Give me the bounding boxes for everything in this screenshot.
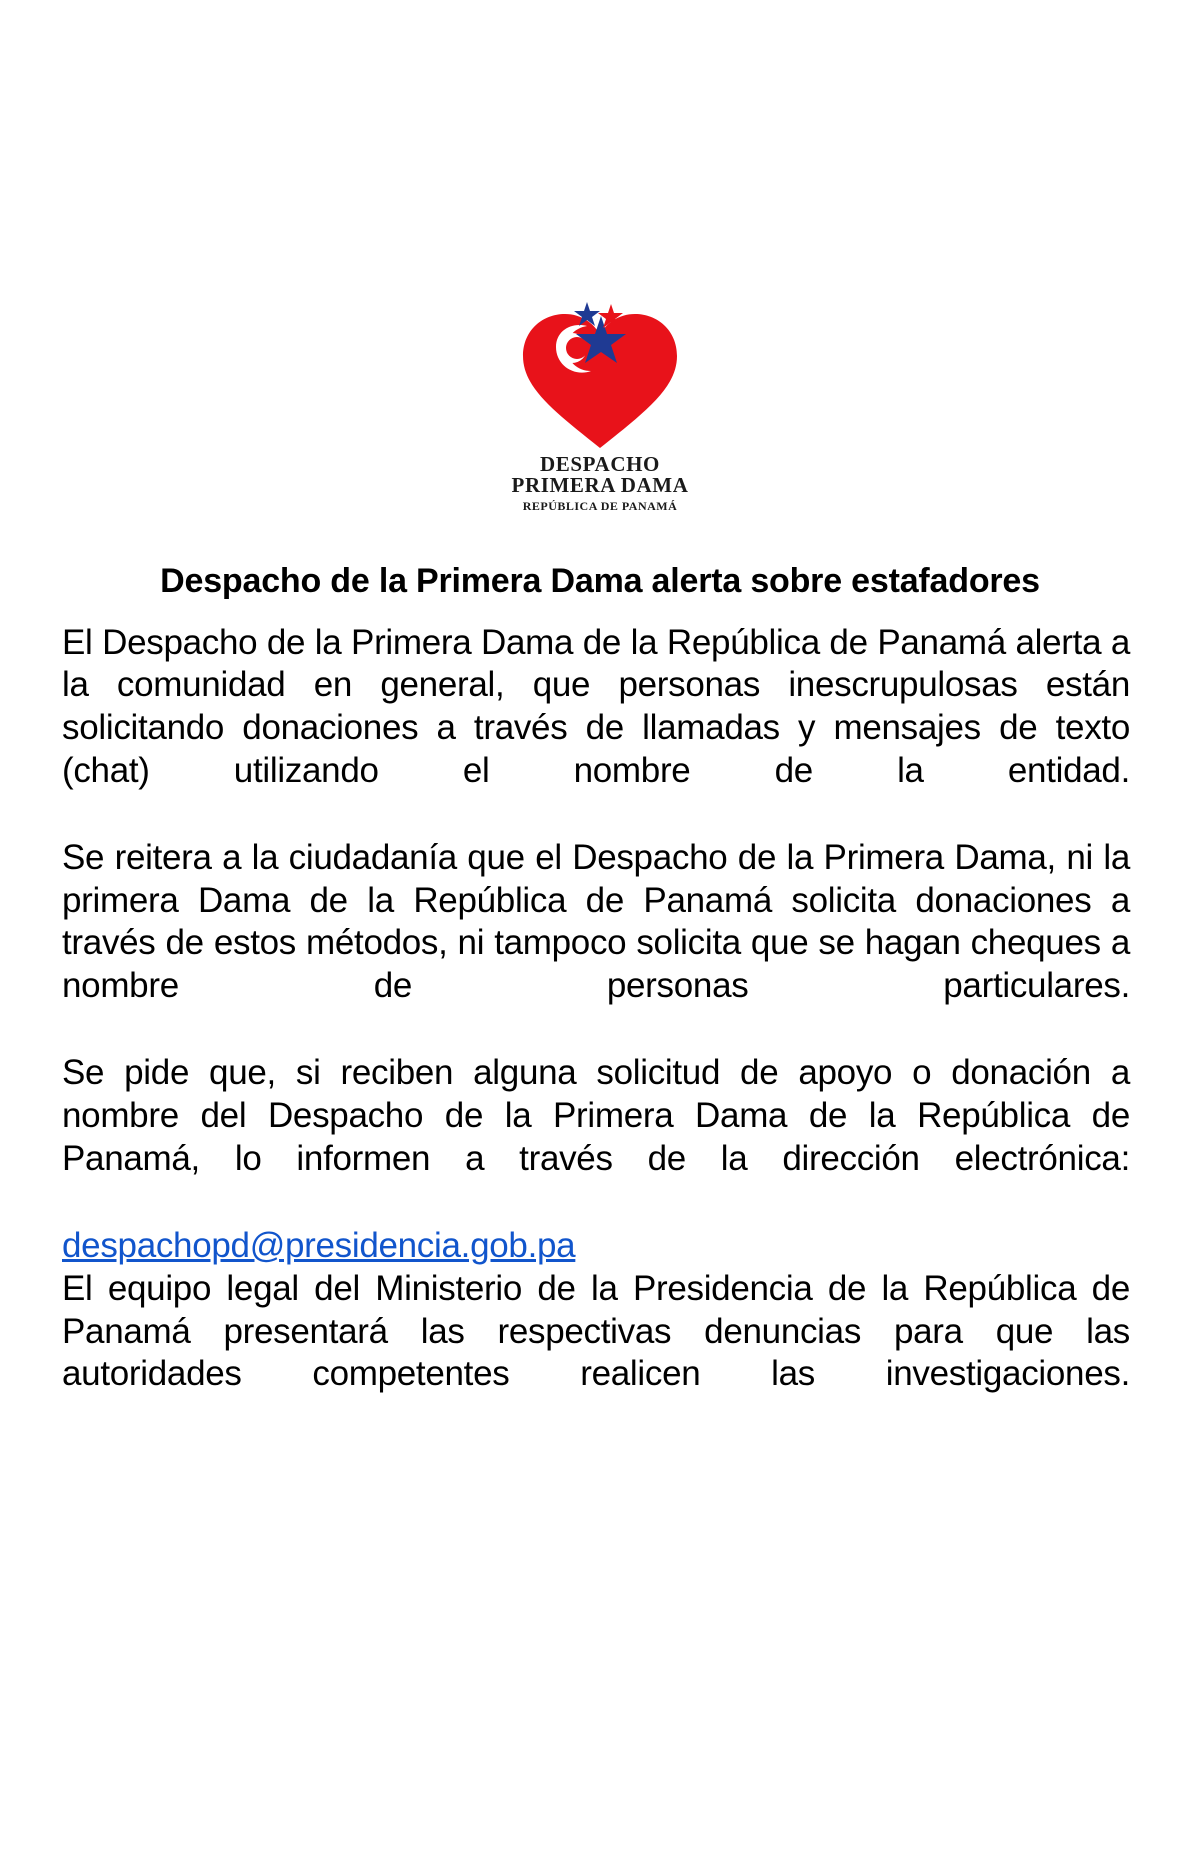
logo-line-3: REPÚBLICA DE PANAMÁ <box>522 498 678 513</box>
paragraph-2: Se reitera a la ciudadanía que el Despacho de la Primera Dama, ni la primera Dama de la República de Panamá solicita donaciones a través de estos métodos, ni tampoco solicita que se hagan cheques a nombre de personas particulares. <box>62 838 1130 1006</box>
page-title: Despacho de la Primera Dama alerta sobre estafadores <box>160 562 1040 601</box>
logo-line-2: PRIMERA DAMA <box>511 473 689 498</box>
paragraph-3: Se pide que, si reciben alguna solicitud de apoyo o donación a nombre del Despacho de la Primera Dama de la República de Panamá, lo informen a través de la dirección electrónica: <box>62 1053 1130 1178</box>
logo-wordmark <box>495 454 705 512</box>
logo-line-1: DESPACHO <box>540 452 660 476</box>
heart-with-stars-icon <box>515 300 685 450</box>
paragraph-1: El Despacho de la Primera Dama de la República de Panamá alerta a la comunidad en general, que personas inescrupulosas están solicitando donaciones a través de llamadas y mensajes de texto (chat) utilizando el nombre de la entidad. <box>62 622 1130 790</box>
paragraph-4: El equipo legal del Ministerio de la Presidencia de la República de Panamá presentará las respectivas denuncias para que las autoridades competentes realicen las investigaciones. <box>62 1268 1130 1394</box>
institution-logo <box>495 0 705 512</box>
body-content <box>62 622 1130 1439</box>
email-link[interactable]: despachopd@presidencia.gob.pa <box>62 1226 576 1266</box>
